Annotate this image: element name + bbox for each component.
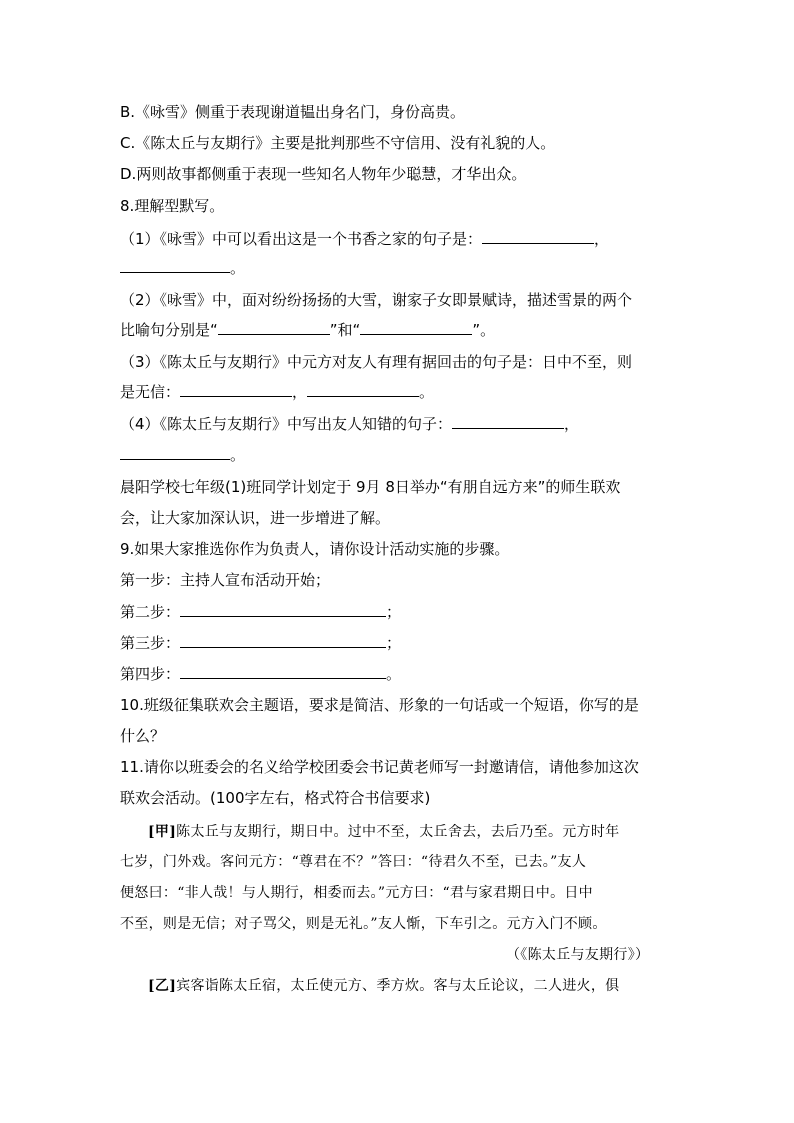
option-d: D.两则故事都侧重于表现一些知名人物年少聪慧，才华出众。 [120, 165, 527, 183]
answer-blank[interactable] [180, 382, 292, 397]
answer-blank[interactable] [218, 320, 330, 335]
answer-blank[interactable] [180, 664, 386, 679]
question-8-4-line2: 。 [120, 445, 245, 465]
passage-jia-line2: 七岁，门外戏。客问元方：“尊君在不？”答曰：“待君久不至，已去。”友人 [120, 854, 587, 870]
intro-line1: 晨阳学校七年级(1)班同学计划定于 9月 8日举办“有朋自远方来”的师生联欢 [120, 478, 621, 496]
step-4: 第四步： 。 [120, 665, 402, 683]
question-8-2-line1: （2）《咏雪》中，面对纷纷扬扬的大雪，谢家子女即景赋诗，描述雪景的两个 [120, 291, 633, 309]
passage-jia-source: （《陈太丘与友期行》） [506, 947, 650, 963]
intro-line2: 会，让大家加深认识，进一步增进了解。 [120, 509, 391, 527]
question-8-3-line2: 是无信： ， 。 [120, 383, 435, 401]
answer-blank[interactable] [452, 414, 564, 429]
answer-blank[interactable] [120, 445, 230, 460]
step-1: 第一步：主持人宣布活动开始； [120, 571, 331, 589]
question-9: 9.如果大家推选你作为负责人，请你设计活动实施的步骤。 [120, 540, 510, 558]
question-8-3-line1: （3）《陈太丘与友期行》中元方对友人有理有据回击的句子是：日中不至，则 [120, 353, 633, 371]
passage-jia-line1: [甲]陈太丘与友期行，期日中。过中不至，太丘舍去，去后乃至。元方时年 [148, 824, 620, 840]
question-11-line2: 联欢会活动。(100字左右，格式符合书信要求) [120, 789, 431, 807]
question-11-line1: 11.请你以班委会的名义给学校团委会书记黄老师写一封邀请信，请他参加这次 [120, 758, 639, 776]
question-8-4-line1: （4）《陈太丘与友期行》中写出友人知错的句子： ， [120, 415, 580, 433]
question-8-2-line2: 比喻句分别是“ ”和“ ”。 [120, 321, 496, 339]
answer-blank[interactable] [482, 229, 594, 244]
step-3: 第三步： ； [120, 634, 402, 652]
step-2: 第二步： ； [120, 603, 402, 621]
answer-blank[interactable] [180, 602, 386, 617]
passage-yi-line1: [乙]宾客诣陈太丘宿，太丘使元方、季方炊。客与太丘论议，二人进火，俱 [148, 978, 620, 994]
option-c: C.《陈太丘与友期行》主要是批判那些不守信用、没有礼貌的人。 [120, 134, 556, 152]
passage-jia-line4: 不至，则是无信；对子骂父，则是无礼。”友人惭，下车引之。元方入门不顾。 [120, 916, 607, 932]
question-8-1-line2: 。 [120, 258, 245, 278]
passage-jia-line3: 便怒曰：“非人哉！与人期行，相委而去。”元方曰：“君与家君期日中。日中 [120, 885, 593, 901]
answer-blank[interactable] [120, 258, 230, 273]
question-8-1-line1: （1）《咏雪》中可以看出这是一个书香之家的句子是： ， [120, 230, 610, 248]
option-b: B.《咏雪》侧重于表现谢道韫出身名门，身份高贵。 [120, 103, 466, 121]
question-10-line2: 什么？ [120, 727, 166, 745]
answer-blank[interactable] [307, 382, 419, 397]
question-10-line1: 10.班级征集联欢会主题语，要求是简洁、形象的一句话或一个短语，你写的是 [120, 696, 639, 714]
answer-blank[interactable] [360, 320, 472, 335]
answer-blank[interactable] [180, 633, 386, 648]
question-8: 8.理解型默写。 [120, 197, 225, 215]
